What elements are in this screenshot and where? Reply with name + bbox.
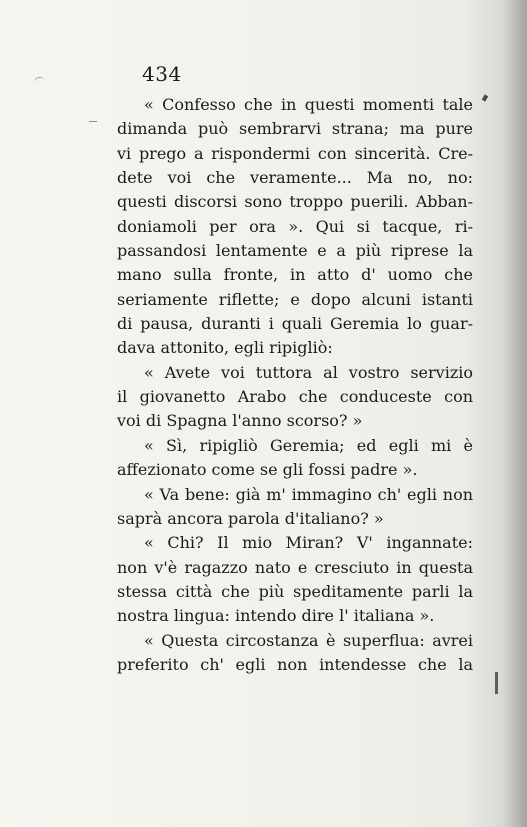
text-line: doniamoli per ora ». Qui si tacque, ri- <box>117 216 473 236</box>
text-line: affezionato come se gli fossi padre ». <box>117 460 418 480</box>
body-text <box>117 93 473 677</box>
paper-blemish-mark <box>89 121 97 122</box>
text-line: preferito ch' egli non intendesse che la <box>117 654 473 674</box>
text-line: passandosi lentamente e a più riprese la <box>117 241 473 261</box>
text-line: non v'è ragazzo nato e cresciuto in questa <box>117 557 473 577</box>
paper-blemish-mark <box>33 76 44 85</box>
text-line: « Questa circostanza è superflua: avrei <box>144 630 473 650</box>
text-line: « Avete voi tuttora al vostro servizio <box>144 362 473 382</box>
text-line: « Chi? Il mio Miran? V' ingannate: <box>144 533 473 553</box>
text-line: « Va bene: già m' immagino ch' egli non <box>144 484 473 504</box>
text-line: voi di Spagna l'anno scorso? » <box>117 411 363 431</box>
text-line: seriamente riflette; e dopo alcuni istanti <box>117 289 473 309</box>
text-line: « Sì, ripigliò Geremia; ed egli mi è <box>144 435 473 455</box>
text-line: vi prego a rispondermi con sincerità. Cre- <box>117 143 473 163</box>
text-line: dava attonito, egli ripigliò: <box>117 338 333 358</box>
text-line: dete voi che veramente... Ma no, no: <box>117 168 473 188</box>
text-line: saprà ancora parola d'italiano? » <box>117 508 384 528</box>
text-line: di pausa, duranti i quali Geremia lo guar- <box>117 314 473 334</box>
text-line: questi discorsi sono troppo puerili. Abban- <box>117 192 473 212</box>
text-line: nostra lingua: intendo dire l' italiana ». <box>117 606 435 626</box>
text-line: dimanda può sembrarvi strana; ma pure <box>117 119 473 139</box>
text-line: stessa città che più speditamente parli la <box>117 581 473 601</box>
edge-tab-mark <box>495 672 498 694</box>
page-number: 434 <box>142 62 182 86</box>
page-binding-shadow <box>501 0 527 827</box>
ink-spot-mark <box>482 94 488 101</box>
text-line: « Confesso che in questi momenti tale <box>144 95 473 114</box>
text-line: il giovanetto Arabo che conduceste con <box>117 387 473 407</box>
text-line: mano sulla fronte, in atto d' uomo che <box>117 265 473 285</box>
